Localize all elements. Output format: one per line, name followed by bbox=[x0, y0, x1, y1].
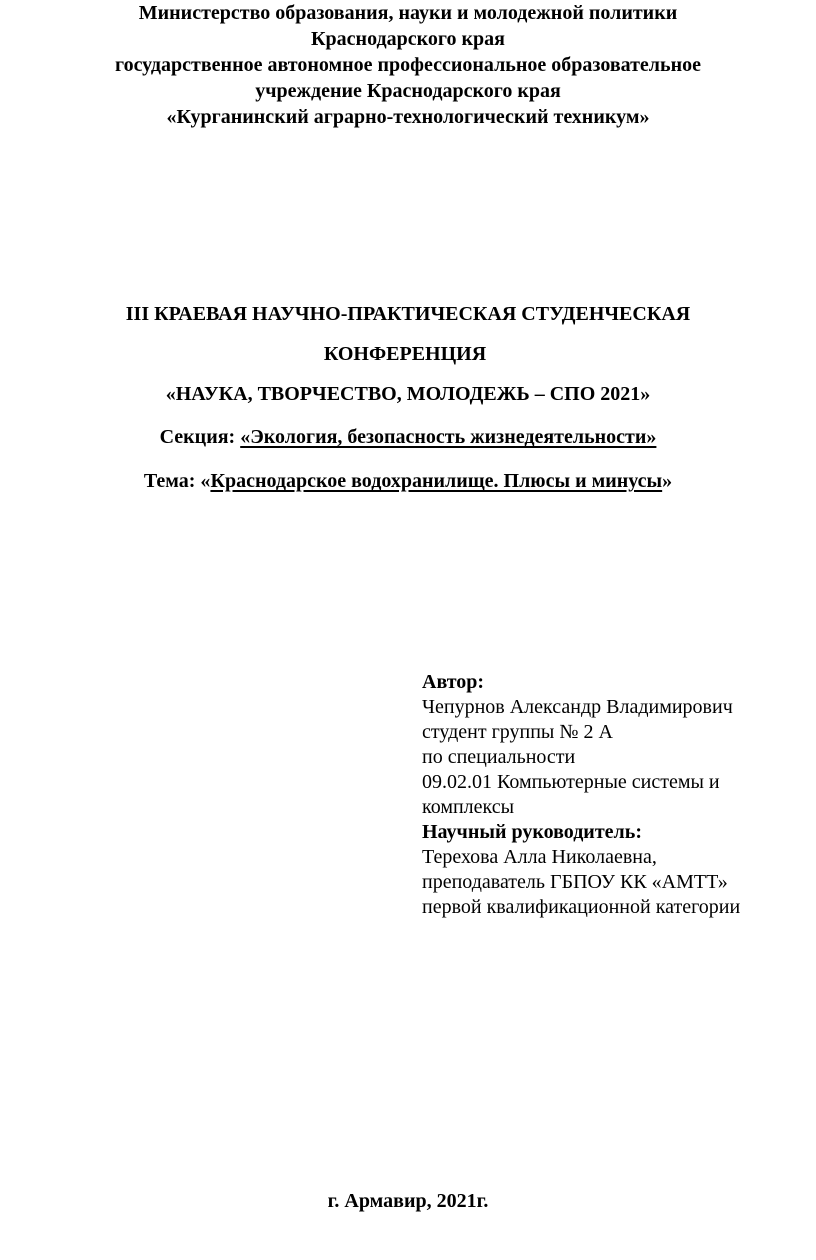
author-block bbox=[422, 670, 812, 920]
institution-header bbox=[0, 0, 816, 130]
conference-name-line: «НАУКА, ТВОРЧЕСТВО, МОЛОДЕЖЬ – СПО 2021» bbox=[165, 383, 651, 405]
section-label: Секция: bbox=[159, 426, 241, 448]
institution-region-line: учреждение Краснодарского края bbox=[255, 80, 561, 102]
supervisor-category: первой квалификационной категории bbox=[422, 896, 741, 918]
topic-line bbox=[0, 468, 816, 494]
supervisor-position: преподаватель ГБПОУ КК «АМТТ» bbox=[422, 871, 728, 893]
conference-title-line2: КОНФЕРЕНЦИЯ bbox=[323, 343, 487, 365]
topic-value: Краснодарское водохранилище. Плюсы и минусы bbox=[210, 470, 663, 492]
author-specialty-line2: комплексы bbox=[422, 796, 515, 818]
conference-title bbox=[0, 294, 816, 414]
topic-close-quote: » bbox=[662, 470, 673, 492]
supervisor-heading: Научный руководитель: bbox=[422, 821, 642, 843]
region-line: Краснодарского края bbox=[311, 28, 505, 50]
supervisor-name: Терехова Алла Николаевна, bbox=[422, 846, 657, 868]
ministry-line: Министерство образования, науки и молодежной политики bbox=[138, 2, 678, 24]
author-heading: Автор: bbox=[422, 671, 485, 693]
author-group: студент группы № 2 А bbox=[422, 721, 613, 743]
institution-name-line: «Курганинский аграрно-технологический техникум» bbox=[166, 106, 650, 128]
author-name: Чепурнов Александр Владимирович bbox=[422, 696, 733, 718]
author-specialty-line1: 09.02.01 Компьютерные системы и bbox=[422, 771, 720, 793]
city-year: г. Армавир, 2021г. bbox=[327, 1190, 489, 1212]
conference-title-line1: III КРАЕВАЯ НАУЧНО-ПРАКТИЧЕСКАЯ СТУДЕНЧЕСКАЯ bbox=[125, 303, 691, 325]
section-value: «Экология, безопасность жизнедеятельности» bbox=[240, 426, 657, 448]
topic-label: Тема: « bbox=[143, 470, 211, 492]
author-specialty-prefix: по специальности bbox=[422, 746, 576, 768]
institution-type-line: государственное автономное профессиональное образовательное bbox=[114, 54, 701, 76]
section-line bbox=[0, 424, 816, 450]
